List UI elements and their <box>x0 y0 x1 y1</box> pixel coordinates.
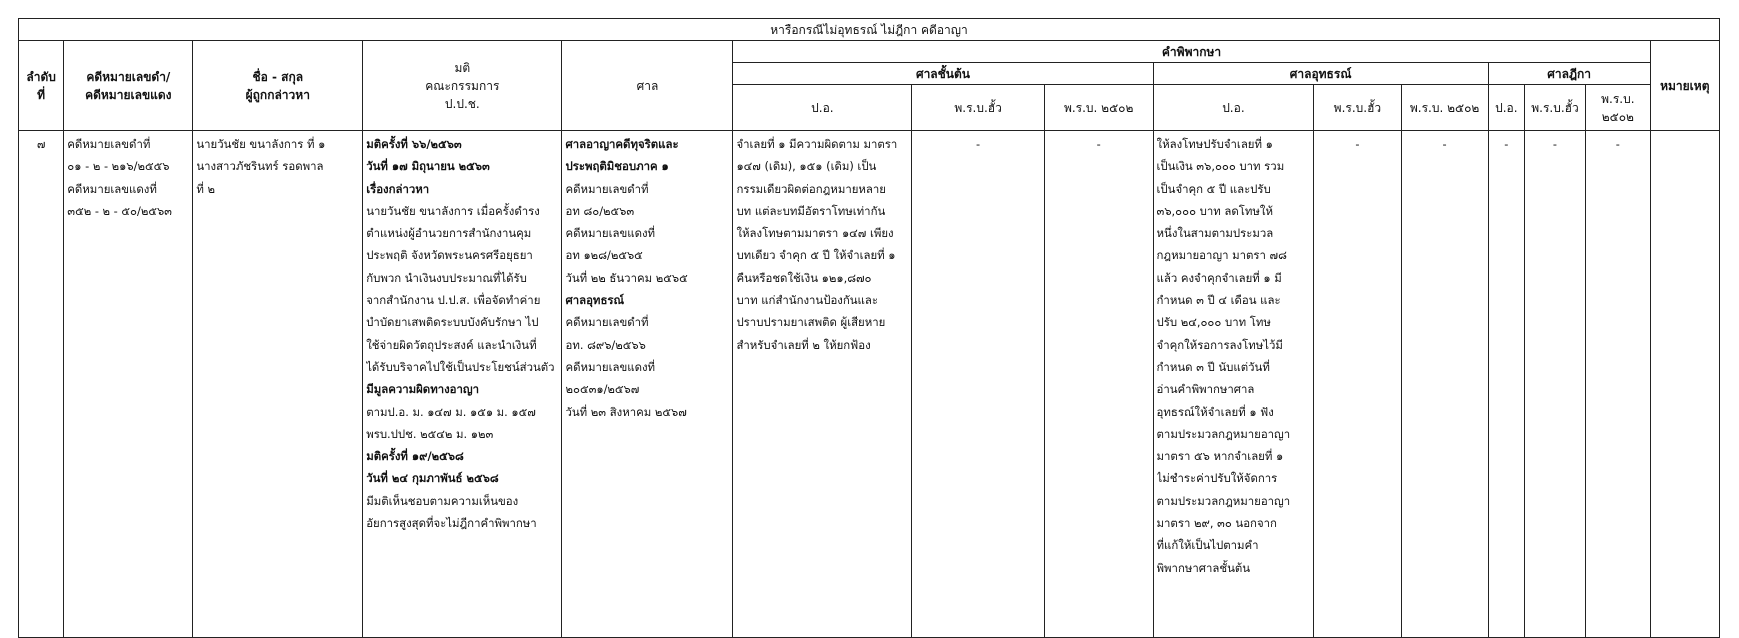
cell-line: ๒๐๕๓๑/๒๕๖๗ <box>565 382 640 397</box>
cell-line: ตำแหน่งผู้อำนวยการสำนักงานคุม <box>366 226 532 241</box>
cell-line: มาตรา ๕๖ หากจำเลยที่ ๑ <box>1156 449 1284 464</box>
cell-first-court-prb-2502: - <box>1044 131 1153 638</box>
cell-line: ศาลอาญาคดีทุจริตและ <box>565 137 679 151</box>
cell-supreme-court-prb-ua: - <box>1524 131 1585 638</box>
cell-line: บำบัดยาเสพติดระบบบังคับรักษา ไป <box>366 315 539 330</box>
header-first-pa: ป.อ. <box>733 85 912 131</box>
cell-line: มีมูลความผิดทางอาญา <box>366 382 479 397</box>
header-remark: หมายเหตุ <box>1650 41 1719 131</box>
cell-line: หนึ่งในสามตามประมวล <box>1156 226 1274 241</box>
cell-line: ๓๖,๐๐๐ บาท ลดโทษให้ <box>1156 203 1273 218</box>
header-appeal-prb-ua: พ.ร.บ.ฮั้ว <box>1314 85 1401 131</box>
cell-line: กฎหมายอาญา มาตรา ๗๘ <box>1156 248 1287 263</box>
cell-line: กำหนด ๓ ปี นับแต่วันที่ <box>1156 359 1270 374</box>
cell-line: ตามประมวลกฎหมายอาญา <box>1156 426 1291 441</box>
cell-line: อท. ๘๙๖/๒๕๖๖ <box>565 337 646 352</box>
cell-line: สำหรับจำเลยที่ ๒ ให้ยกฟ้อง <box>736 337 871 352</box>
header-supreme-pa: ป.อ. <box>1488 85 1524 131</box>
cell-line: บทเดียว จำคุก ๕ ปี ให้จำเลยที่ ๑ <box>736 248 896 263</box>
header-judgment: คำพิพากษา <box>733 41 1650 63</box>
cell-line: มติครั้งที่ ๑๙/๒๕๖๘ <box>366 449 464 464</box>
cell-line: ปราบปรามยาเสพติด ผู้เสียหาย <box>736 315 886 330</box>
cell-line: วันที่ ๒๔ กุมภาพันธ์ ๒๕๖๘ <box>366 471 499 486</box>
header-supreme-court: ศาลฎีกา <box>1488 63 1650 85</box>
header-appeal-pa: ป.อ. <box>1153 85 1314 131</box>
cell-no: ๗ <box>19 131 64 638</box>
header-first-court: ศาลชั้นต้น <box>733 63 1153 85</box>
cell-line: เป็นเงิน ๓๖,๐๐๐ บาท รวม <box>1156 159 1285 174</box>
cell-line: นายวันชัย ขนาลังการ เมื่อครั้งดำรง <box>366 203 540 218</box>
header-case-number: คดีหมายเลขดำ/ คดีหมายเลขแดง <box>64 41 193 131</box>
cell-line: ให้ลงโทษปรับจำเลยที่ ๑ <box>1156 137 1273 151</box>
cell-line: คืนหรือชดใช้เงิน ๑๒๑,๘๗๐ <box>736 270 872 285</box>
cell-line: แล้ว คงจำคุกจำเลยที่ ๑ มี <box>1156 270 1282 285</box>
table-row <box>19 131 1720 638</box>
cell-supreme-court-pa: - <box>1488 131 1524 638</box>
header-appeal-court: ศาลอุทธรณ์ <box>1153 63 1488 85</box>
cell-appeal-court-prb-2502: - <box>1401 131 1488 638</box>
cell-line: ตามป.อ. ม. ๑๔๗ ม. ๑๕๑ ม. ๑๕๗ <box>366 404 536 419</box>
header-supreme-prb-2502: พ.ร.บ. ๒๕๐๒ <box>1586 85 1651 131</box>
cell-first-court-pa <box>733 131 912 638</box>
cell-line: อัยการสูงสุดที่จะไม่ฎีกาคำพิพากษา <box>366 516 537 531</box>
cell-line: กำหนด ๓ ปี ๔ เดือน และ <box>1156 293 1281 308</box>
cell-line: ประพฤติ จังหวัดพระนครศรีอยุธยา <box>366 248 533 263</box>
header-first-prb-2502: พ.ร.บ. ๒๕๐๒ <box>1044 85 1153 131</box>
cell-line: ประพฤติมิชอบภาค ๑ <box>565 159 669 174</box>
cell-line: คดีหมายเลขดำที่ <box>565 181 649 196</box>
cell-accused-name: นายวันชัย ขนาลังการ ที่ ๑ นางสาวภัชรินทร์ รอดพาล ที่ ๒ <box>193 131 363 638</box>
cell-line: กับพวก นำเงินงบประมาณที่ได้รับ <box>366 270 527 285</box>
header-appeal-prb-2502: พ.ร.บ. ๒๕๐๒ <box>1401 85 1488 131</box>
table-title: หารือกรณีไม่อุทธรณ์ ไม่ฎีกา คดีอาญา <box>19 19 1720 41</box>
cell-line: ให้ลงโทษตามมาตรา ๑๔๗ เพียง <box>736 226 894 241</box>
cell-line: ตามประมวลกฎหมายอาญา <box>1156 493 1291 508</box>
header-nacc-resolution: มติ คณะกรรมการ ป.ป.ช. <box>363 41 562 131</box>
header-first-prb-ua: พ.ร.บ.ฮั้ว <box>912 85 1044 131</box>
cell-remark <box>1650 131 1719 638</box>
header-court: ศาล <box>562 41 733 131</box>
cell-appeal-court-pa <box>1153 131 1314 638</box>
cell-line: บาท แก่สำนักงานป้องกันและ <box>736 293 878 308</box>
cell-line: จำคุกให้รอการลงโทษไว้มี <box>1156 337 1283 352</box>
header-accused-name: ชื่อ - สกุล ผู้ถูกกล่าวหา <box>193 41 363 131</box>
cell-case-number: คดีหมายเลขดำที่ ๐๑ - ๒ - ๒๑๖/๒๕๕๖ คดีหมายเลขแดงที่ ๓๕๒ - ๒ - ๕๐/๒๕๖๓ <box>64 131 193 638</box>
cell-line: คดีหมายเลขแดงที่ <box>565 226 656 241</box>
cell-line: จากสำนักงาน ป.ป.ส. เพื่อจัดทำค่าย <box>366 293 541 308</box>
cell-line: พิพากษาศาลชั้นต้น <box>1156 560 1251 575</box>
cell-supreme-court-prb-2502: - <box>1586 131 1651 638</box>
cell-line: เรื่องกล่าวหา <box>366 181 430 196</box>
cell-line: ไม่ชำระค่าปรับให้จัดการ <box>1156 471 1278 486</box>
cell-line: ใช้จ่ายผิดวัตถุประสงค์ และนำเงินที่ <box>366 337 537 352</box>
cell-line: อท ๘๐/๒๕๖๓ <box>565 203 635 218</box>
cell-line: คดีหมายเลขแดงที่ <box>565 359 656 374</box>
cell-line: วันที่ ๑๗ มิถุนายน ๒๕๖๓ <box>366 159 490 174</box>
cell-line: กรรมเดียวผิดต่อกฎหมายหลาย <box>736 181 886 196</box>
cell-line: เป็นจำคุก ๕ ปี และปรับ <box>1156 181 1271 196</box>
cell-line: จำเลยที่ ๑ มีความผิดตาม มาตรา <box>736 137 898 151</box>
case-table <box>18 18 1720 638</box>
cell-line: ศาลอุทธรณ์ <box>565 293 625 308</box>
cell-line: วันที่ ๒๓ สิงหาคม ๒๕๖๗ <box>565 404 687 419</box>
cell-nacc-resolution <box>363 131 562 638</box>
cell-line: วันที่ ๒๒ ธันวาคม ๒๕๖๕ <box>565 270 688 285</box>
header-no: ลำดับ ที่ <box>19 41 64 131</box>
cell-line: มติครั้งที่ ๖๖/๒๕๖๓ <box>366 137 462 151</box>
cell-line: อท ๑๒๘/๒๕๖๕ <box>565 248 643 263</box>
cell-line: ที่แก้ให้เป็นไปตามคำ <box>1156 538 1259 553</box>
cell-line: อ่านคำพิพากษาศาล <box>1156 382 1255 397</box>
cell-appeal-court-prb-ua: - <box>1314 131 1401 638</box>
cell-line: ได้รับบริจาคไปใช้เป็นประโยชน์ส่วนตัว <box>366 359 555 374</box>
cell-line: พรบ.ปปช. ๒๕๔๒ ม. ๑๒๓ <box>366 426 494 441</box>
cell-line: บท แต่ละบทมีอัตราโทษเท่ากัน <box>736 203 886 218</box>
cell-court-info <box>562 131 733 638</box>
cell-line: มีมติเห็นชอบตามความเห็นของ <box>366 493 519 508</box>
header-supreme-prb-ua: พ.ร.บ.ฮั้ว <box>1524 85 1585 131</box>
cell-line: ปรับ ๒๔,๐๐๐ บาท โทษ <box>1156 315 1271 330</box>
cell-line: ๑๔๗ (เดิม), ๑๕๑ (เดิม) เป็น <box>736 159 877 174</box>
cell-line: อุทธรณ์ให้จำเลยที่ ๑ ฟัง <box>1156 404 1274 419</box>
cell-first-court-prb-ua: - <box>912 131 1044 638</box>
cell-line: มาตรา ๒๙, ๓๐ นอกจาก <box>1156 516 1277 531</box>
case-table-sheet <box>18 18 1720 637</box>
cell-line: คดีหมายเลขดำที่ <box>565 315 649 330</box>
